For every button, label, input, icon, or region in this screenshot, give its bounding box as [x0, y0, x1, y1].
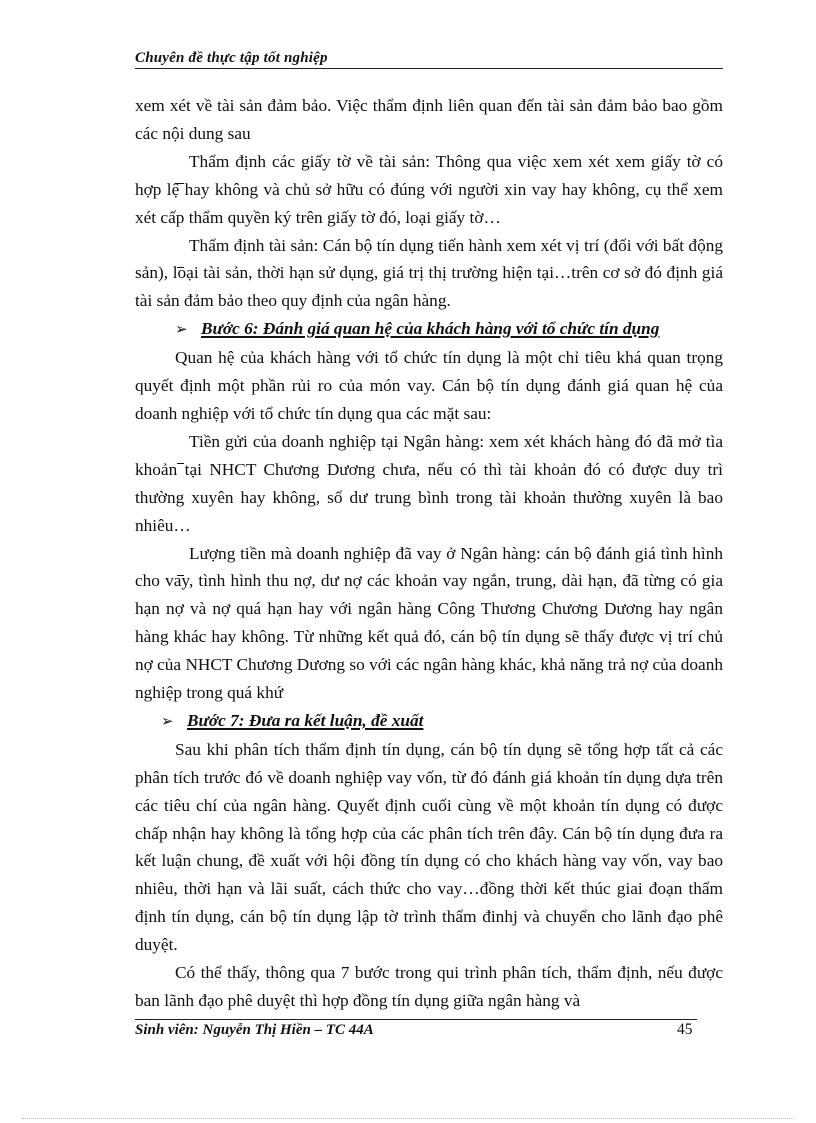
- arrow-bullet-icon: ➢: [175, 320, 188, 339]
- bullet-text: Thẩm định tài sản: Cán bộ tín dụng tiến hành xem xét vị trí (đối với bất động sản), loại tài sản, thời hạn sử dụng, giá trị thị trường hiện tại…trên cơ sở đó định giá tài sản đảm bảo theo quy định của ngân hàng.: [135, 235, 723, 311]
- footer-student-name: Sinh viên: Nguyễn Thị Hiền – TC 44A: [135, 1022, 374, 1038]
- paragraph: Quan hệ của khách hàng với tổ chức tín dụng là một chỉ tiêu khá quan trọng quyết định một phần rủi ro của món vay. Cán bộ tín dụng đánh giá quan hệ của doanh nghiệp với tổ chức tín dụng qua các mặt sau:: [135, 348, 723, 423]
- arrow-bullet-icon: ➢: [161, 711, 174, 730]
- body-text: [135, 92, 723, 1015]
- step-7-heading: [135, 707, 723, 736]
- paragraph: Có thể thấy, thông qua 7 bước trong qui trình phân tích, thẩm định, nếu được ban lãnh đạo phê duyệt thì hợp đồng tín dụng giữa ngân hàng và: [135, 963, 723, 1010]
- step-6-heading: [135, 315, 723, 344]
- paragraph: xem xét về tài sản đảm bảo. Việc thẩm định liên quan đến tài sản đảm bảo bao gồm các nội dung sau: [135, 96, 723, 143]
- bullet-text: Tiền gửi của doanh nghiệp tại Ngân hàng: xem xét khách hàng đó đã mở tìa khoản tại NHCT Chương Dương chưa, nếu có thì tài khoản đó có được duy trì thường xuyên hay không, số dư trung bình trong tài khoản thường xuyên là bao nhiêu…: [135, 431, 723, 535]
- footer-divider: [135, 1019, 697, 1020]
- page-bottom-dotted-edge: [22, 1118, 794, 1119]
- bullet-text: Thẩm định các giấy tờ về tài sản: Thông qua việc xem xét xem giấy tờ có hợp lệ hay không và chủ sở hữu có đúng với người xin vay hay không, cụ thể xem xét cấp thẩm quyền ký trên giấy tờ đó, loại giấy tờ…: [135, 151, 723, 227]
- bullet-text: Lượng tiền mà doanh nghiệp đã vay ở Ngân hàng: cán bộ đánh giá tình hình cho vay, tình hình thu nợ, dư nợ các khoản vay ngắn, trung, dài hạn, đã từng có gia hạn nợ và nợ quá hạn hay với ngân hàng Công Thương Chương Dương hay ngân hàng khác hay không. Từ những kết quả đó, cán bộ tín dụng sẽ thấy được vị trí chủ nợ của NHCT Chương Dương so với các ngân hàng khác, khả năng trả nợ của doanh nghiệp trong quá khứ: [135, 543, 723, 703]
- bullet-paragraph: [135, 428, 723, 540]
- bullet-paragraph: [135, 540, 723, 707]
- header-divider: [135, 68, 723, 69]
- bullet-paragraph: [135, 148, 723, 232]
- paragraph: Sau khi phân tích thẩm định tín dụng, cán bộ tín dụng sẽ tổng hợp tất cả các phân tích trước đó về doanh nghiệp vay vốn, từ đó đánh giá khoản tín dụng dựa trên các tiêu chí của ngân hàng. Quyết định cuối cùng về một khoản tín dụng có được chấp nhận hay không là tổng hợp của các phân tích trên đây. Cán bộ tín dụng đưa ra kết luận chung, đề xuất với hội đồng tín dụng có cho khách hàng vay vốn, vay bao nhiêu, thời hạn và lãi suất, cách thức cho vay…đồng thời kết thúc giai đoạn thẩm định tín dụng, cán bộ tín dụng lập tờ trình thẩm đinhj và chuyển cho lãnh đạo phê duyệt.: [135, 739, 723, 955]
- bullet-paragraph: [135, 232, 723, 316]
- page-number: 45: [677, 1021, 693, 1038]
- step-7-label: Bước 7: Đưa ra kết luận, đề xuất: [187, 710, 424, 730]
- header-title: Chuyên đề thực tập tốt nghiệp: [135, 50, 328, 66]
- step-6-label: Bước 6: Đánh giá quan hệ của khách hàng với tổ chức tín dụng: [201, 319, 660, 339]
